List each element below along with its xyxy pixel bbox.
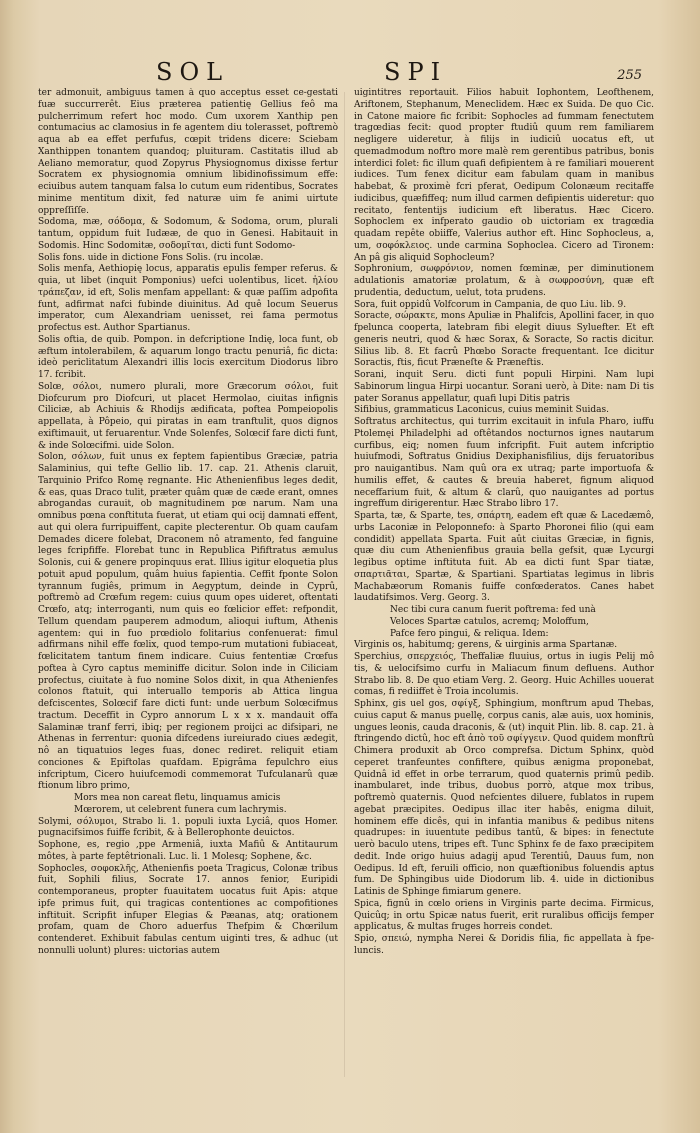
dictionary-entry: Sifibius, grammaticus Laconicus, cuius meminit Suidas.: [354, 405, 610, 416]
header-right-title: SPI: [384, 58, 448, 86]
dictionary-entry: Solis menfa, Aethiopię locus, apparatis epulis femper referus. & quia, ut libet (inquit Pomponius) uefci uolentibus, licet. ἡλίου τράπεζαν, id eft, Solis menfam appellant: & quæ paſſim adpofita funt, adfirmat nafci fubinde diuinitus. Ad quê locum Seuerus imperator, cum Alexandriam uenisset, rei fama permotus profectus est. Author Spartianus.: [38, 264, 338, 333]
dictionary-entry: Virginis os, habitumq; gerens, & uirginis arma Spartanæ.: [354, 640, 618, 651]
dictionary-entry: Sperchius, σπερχειός, Theffaliæ fluuius, ortus in iugis Pelij mô tis, & uelocifsimo curfu in Maliacum finum defluens. Author Strabo lib. 8. De quo etiam Verg. 2. Georg. Huic Achilles uouerat comas, fi rediiffet è Troia incolumis.: [354, 652, 654, 698]
verse-line: Mœrorem, ut celebrent funera cum lachrymis.: [74, 804, 287, 815]
dictionary-entry: Sodoma, mæ, σόδομα, & Sodomum, & Sodoma, orum, plurali tantum, oppidum fuit Iudææ, de quo in Genesi. Habitauit in Sodomis. Hinc Sodomitæ, σοδομῖται, dicti funt Sodomo-: [38, 217, 338, 251]
dictionary-entry: Sophone, es, regio ,ppe Armeniâ, iuxta Mafiû & Antitaurum môtes, à parte feptêtrionali. Luc. li. 1 Molesq; Sophene, &c.: [38, 840, 338, 862]
dictionary-entry: Sphinx, gis uel gos, σφίγξ, Sphingium, monftrum apud Thebas, cuius caput & manus puellę, corpus canis, alæ auis, uox hominis, ungues leonis, cauda draconis, & (ut) inquit Plin. lib. 8. cap. 21. à ftringendo dictû, hoc eft ἀπὸ τοῦ σφίγγειν. Quod quidem monftrû Chimera produxit ab Orco comprefsa. Dictum Sphinx, quòd ceperet tranfeuntes confiftere, quibus ænigma proponebat, Quidnâ id effet in orbe terrarum, quod quaternis primû pedib. inambularet, inde tribus, duobus porrò, atque mox tribus, poftremò quaternis. Quod nefcientes diluere, fublatos in rupem agebat præcipites. Oedipus illac iter habês, enigma diluit, hominem effe dicês, qui in infantia manibus & pedibus nitens quadrupes: in iuuentute pedibus tantû, & bipes: in fenectute uerò baculo utens, tripes eft. Tunc Sphinx fe de faxo præcipitem dedit. Inde origo huius adagij apud Terentiû, Dauus fum, non Oedipus. Id eft, feruili officio, non quæftionibus foluendis aptus fum. De Sphingibus uide Diodorum lib. 4. uide in dictionibus Latinis de Sphinge fimiarum genere.: [354, 699, 654, 897]
body-paragraph: uigintitres reportauit. Filios habuit Iophontem, Leofthenem, Ariftonem, Stephanum, Meneclidem. Hæc ex Suida. De quo Cic. in Catone maiore fic fcribit: Sophocles ad fummam fenectutem tragœdias fecit: quod propter ftudiû quum rem familiarem negligere uideretur, à filijs in iudiciû uocatus eft, ut quemadmodum noftro more malè rem gerentibus patribus, bonis interdici folet: fic illum quafi defipientem à re familiari mouerent iudices. Tum fenex dicitur eam fabulam quam in manibus habebat, & proximè fcri pferat, Oedipum Colonæum recitaffe iudicibus, quæfiffeq; num illud carmen defipientis uideretur: quo recitato, fententijs iudicium eft liberatus. Hæc Cicero. Sophoclem ex infperato gaudio ob uictoriam ex tragœdia quadam repête obiiffe, Valerius author eft. Hinc Sophocleus, a, um, σοφόκλειος. unde carmina Sophoclea. Cicero ad Tironem: An pâ gis aliquid Sophocleum?: [354, 88, 654, 263]
dictionary-entry: Spica, fignû in cœlo oriens in Virginis parte decima. Firmicus, Quicûq; in ortu Spicæ natus fuerit, erit ruralibus officijs femper applicatus, & multas fruges horreis condet.: [354, 898, 654, 933]
dictionary-entry: Sophocles, σοφοκλῆς, Athenienfis poeta Tragicus, Colonæ tribus fuit, Sophili filius, Socrate 17. annos fenior, Euripidi contemporaneus, propter fuauitatem uocatus fuit Apis: atque ipfe primus fuit, qui tragicas contentiones ac compofitiones inftituit. Scripfit infuper Elegias & Pæanas, atq; orationem profam, quam de Choro aduerfus Thefpim & Chœrilum contenderet. Exhibuit fabulas centum uiginti tres, & adhuc (ut nonnulli uolunt) plures: uictorias autem: [38, 863, 338, 956]
dictionary-entry: Sparta, tæ, & Sparte, tes, σπάρτη, eadem eft quæ & Lacedæmô, urbs Laconiæ in Peloponnefo: à Sparto Phoronei filio (qui eam condidit) appellata Sparta. Fuit aût ciuitas Græciæ, in fignis, quæ diu cum Athenienfibus grauia bella gefsit, quæ Lycurgi legibus optime inftituta fuit. Ab ea dicti funt Spar tiatæ, σπαρτιᾶται, Spartæ, & Spartiani. Spartiatas legimus in libris Machabæorum Romanis fuiffe confœderatos. Canes habet laudatifsimos. Verg. Georg. 3.: [354, 511, 654, 604]
body-paragraph: ter admonuit, ambiguus tamen à quo acceptus esset ce-gestati fuæ succurrerêt. Eius præterea patientię Gellius feô ma pulcherrimum refert hoc modo. Cum uxorem Xanthip pen contumacius ac clamosius in fe agentem diu tolerasset, poftremò aqua ab ea effet perfufus, cœpit tridens dicere: Sciebam Xanthippen tonantem quandoq; pluituram. Castitatis illud ab Aeliano memoratur, quod Zopyrus Physiognomus dixisse fertur Socratem ex physiognomia omnium libidinofissimum effe: eciuibus autem tanquam falsa lo cutum eum ridentibus, Socrates minime mentitum dixit, fed naturæ uim fe animi uirtute oppreſſiſſe.: [38, 88, 338, 216]
header-left-title: SOL: [156, 58, 230, 86]
verse-line: Nec tibi cura canum fuerit poftrema: fed unà: [390, 605, 596, 615]
verse-line: Mors mea non careat fletu, linquamus amicis: [74, 793, 281, 803]
dictionary-entry: Sora, fuit oppidû Volfcorum in Campania, de quo Liu. lib. 9.: [354, 299, 627, 310]
verse-line: Pafce fero pingui, & reliqua. Idem:: [390, 628, 549, 639]
dictionary-entry: Softratus architectus, qui turrim excitauit in infula Pharo, iuffu Ptolemęi Philadelphi ad oftêtandos nocturnos ignes nautarum curfibus, eiq; nomen fuum infcripfit. Fuit autem infcriptio huiufmodi, Softratus Gnidius Dexiphanisfilius, dijs feruatoribus pro nauigantibus. Nam quû ora ex utraq; parte importuofa & humilis effet, & cautes & breuia haberet, fignum aliquod neceffarium fuit, & altum & clarû, quo nauigantes ad portus ingreffum dirigerentur. Hæc Strabo libro 17.: [354, 417, 654, 510]
dictionary-entry: Solœ, σόλοι, numero plurali, more Græcorum σόλοι, fuit Diofcurum pro Diofcuri, ut placet Hermolao, ciuitas infignis Ciliciæ, ab Achiuis & Rhodijs ædificata, poftea Pompeiopolis appellata, à Pôpeio, qui piratas in eam tranftulit, quos dignos exiftimauit, ut feruarentur. Vnde Solenfes, Solœcif fare dicti funt, & inde Solœcifmi. uide Solon.: [38, 381, 338, 451]
dictionary-entry: Spio, σπειώ, nympha Nerei & Doridis filia, fic appellata à fpe- luncis.: [354, 934, 654, 956]
dictionary-entry: Solymi, σόλυμοι, Strabo li. 1. populi iuxta Lyciâ, quos Homer. pugnacifsimos fuiffe fcribit, & à Bellerophonte deuictos.: [38, 816, 338, 839]
dictionary-entry: Soracte, σώρακτε, mons Apuliæ in Phalifcis, Apollini facer, in quo fpelunca cooperta, latebram fibi elegit diuus Syluefter. Et eft generis neutri, quod & hæc Sorax, & Soracte, So ractis dicitur. Silius lib. 8. Et facrû Phœbo Soracte frequentant. Ice dicitur Soractis, ftis, ficut Præneſte & Præneftis.: [354, 311, 654, 369]
dictionary-entry: Solon, σόλων, fuit unus ex feptem fapientibus Græciæ, patria Salaminius, qui tefte Gellio lib. 17. cap. 21. Athenis claruit, Tarquinio Prifco Romę regnante. Hic Athenienfibus leges dedit, & eas, quas Draco tulit, præter quâm quæ de cæde erant, omnes abrogandas curauit, ob magnitudinem pœ narum. Nam una omnibus pœna conftituta fuerat, ut etiam qui ocij damnati effent, aut qui olera furripuiffent, capite plecterentur. Ob quam caufam Demades dicere folebat, Draconem nô atramento, fed fanguine leges fcripfiffe. Florebat tunc in Republica Pififtratus æmulus Solonis, cui & genere propinquus erat. Illius igitur eloquetia plus potuit apud populum, quâm huius fapientia. Ceffit fponte Solon tyrannum fugiês, primum in Aegyptum, deinde in Cyprû, poftremò ad Crœfum regem: cuius quum opes uideret, oftentati Crœfo, atq; interroganti, num quis eo fœlicior effet: refpondit, Tellum quendam pauperem admodum, alioqui iuftum, Athenis agentem: qui in fuo prœdiolo folitarius confenuerat: fimul adfirmans nihil effe fœlix, quod tempo-rum mutationi fubiaceat, fœlicitatem tantum finem indicare. Cuius fententiæ Crœfus poftea à Cyro captus meminiffe dicitur. Solon inde in Ciliciam profectus, ciuitate à fuo nomine Solos dixit, in qua Athenienfes colonos ftatuit, qui interuallo temporis ab Attica lingua defciscentes, Solœcif fare dicti funt: unde uerbum Solœcifmus tractum. Deceffit in Cypro annorum L x x x. mandauit offa Salaminæ tranf ferri, ibiq; per regionem proijci ac difsipari, ne Athenas in ferrentur: quonia difcedens iureiurado ciues ædegit, nô an tiquatuios leges fuas, donec rediret. reliquit etiam conciones & Epiftolas quafdam. Epigrâma fepulchro eius infcriptum, Cicero huiufcemodi commemorat Tufculanarû quæ ftionum libro primo,: [38, 452, 338, 792]
dictionary-entry: Sorani, inquit Seru. dicti funt populi Hirpini. Nam lupi Sabinorum lingua Hirpi uocantur. Sorani uerò, à Dite: nam Di tis pater Soranus appellatur, quafi lupi Ditis patris: [354, 370, 654, 404]
verse-line: Veloces Spartæ catulos, acremq; Moloffum,: [390, 616, 589, 627]
page-number: 255: [617, 68, 642, 83]
running-header: [0, 58, 700, 92]
dictionary-entry: Solis fons. uide in dictione Fons Solis. (ru incolæ.: [38, 252, 264, 263]
left-column: [38, 88, 338, 1088]
right-column: [354, 88, 654, 1098]
column-gutter: [344, 92, 345, 1077]
dictionary-entry: Solis oftia, de quib. Pompon. in defcriptione Indię, loca funt, ob æftum intolerabilem, & aquarum longo tractu penuriâ, fic dicta: ideò periclitatum Alexandri illis locis exercitum Diodorus libro 17. fcribit.: [38, 334, 338, 380]
dictionary-entry: Sophronium, σωφρόνιον, nomen fœminæ, per diminutionem adulationis amatoriæ prolatum, & à σωφροσύνη, quæ eft prudentia, deductum, uelut, tota prudens.: [354, 264, 654, 298]
